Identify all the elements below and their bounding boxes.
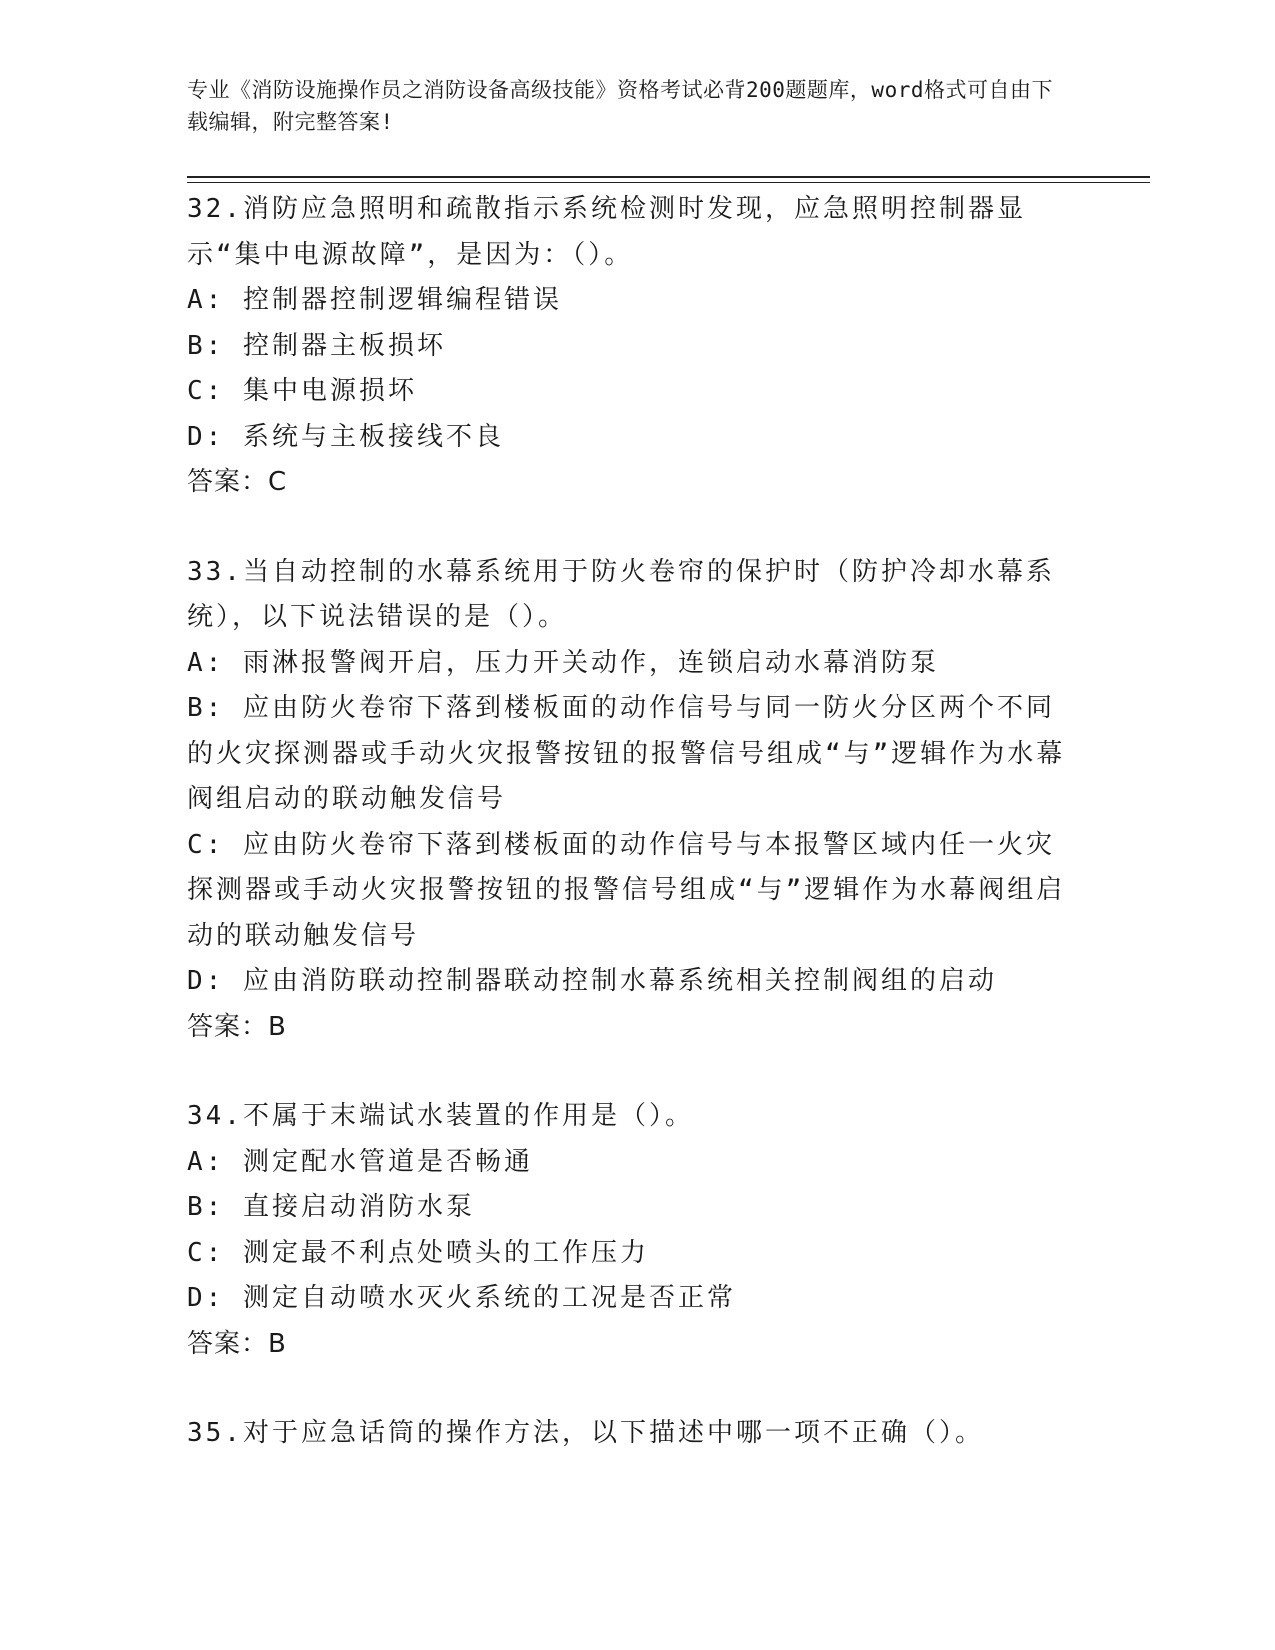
question-34	[187, 1094, 1077, 1367]
question-32	[187, 187, 1077, 506]
option-c: C: 集中电源损坏	[187, 376, 417, 406]
option-b: B: 控制器主板损坏	[187, 330, 446, 361]
option-d: D: 测定自动喷水灭火系统的工况是否正常	[187, 1283, 736, 1313]
option-c: C: 应由防火卷帘下落到楼板面的动作信号与本报警区域内任一火灾探测器或手动火灾报警按钮的报警信号组成“与”逻辑作为水幕阀组启动的联动触发信号	[187, 829, 1066, 951]
header-divider-thick	[187, 176, 1150, 178]
question-33	[187, 550, 1077, 1051]
answer: 答案：C	[187, 467, 288, 497]
option-a: A: 测定配水管道是否畅通	[187, 1146, 533, 1177]
option-b: B: 应由防火卷帘下落到楼板面的动作信号与同一防火分区两个不同的火灾探测器或手动火灾报警按钮的报警信号组成“与”逻辑作为水幕阀组启动的联动触发信号	[187, 693, 1066, 814]
option-d: D: 系统与主板接线不良	[187, 421, 504, 452]
option-b: B: 直接启动消防水泵	[187, 1192, 475, 1222]
question-stem: 35.对于应急话筒的操作方法，以下描述中哪一项不正确（）。	[187, 1418, 984, 1448]
question-stem: 32.消防应急照明和疏散指示系统检测时发现，应急照明控制器显示“集中电源故障”，是因为：（）。	[187, 194, 1026, 270]
option-a: A: 雨淋报警阀开启，压力开关动作，连锁启动水幕消防泵	[187, 647, 939, 678]
option-a: A: 控制器控制逻辑编程错误	[187, 285, 562, 315]
question-stem: 33.当自动控制的水幕系统用于防火卷帘的保护时（防护冷却水幕系统），以下说法错误的是（）。	[187, 556, 1055, 632]
question-list	[187, 187, 1077, 1501]
document-header: 专业《消防设施操作员之消防设备高级技能》资格考试必背200题题库，word格式可自由下载编辑，附完整答案!	[187, 78, 1053, 134]
question-35	[187, 1411, 1077, 1457]
answer: 答案：B	[187, 1328, 287, 1359]
option-c: C: 测定最不利点处喷头的工作压力	[187, 1237, 649, 1268]
header-divider-thin	[187, 182, 1150, 183]
answer: 答案：B	[187, 1011, 287, 1042]
question-stem: 34.不属于末端试水装置的作用是（）。	[187, 1101, 694, 1131]
option-d: D: 应由消防联动控制器联动控制水幕系统相关控制阀组的启动	[187, 966, 997, 996]
